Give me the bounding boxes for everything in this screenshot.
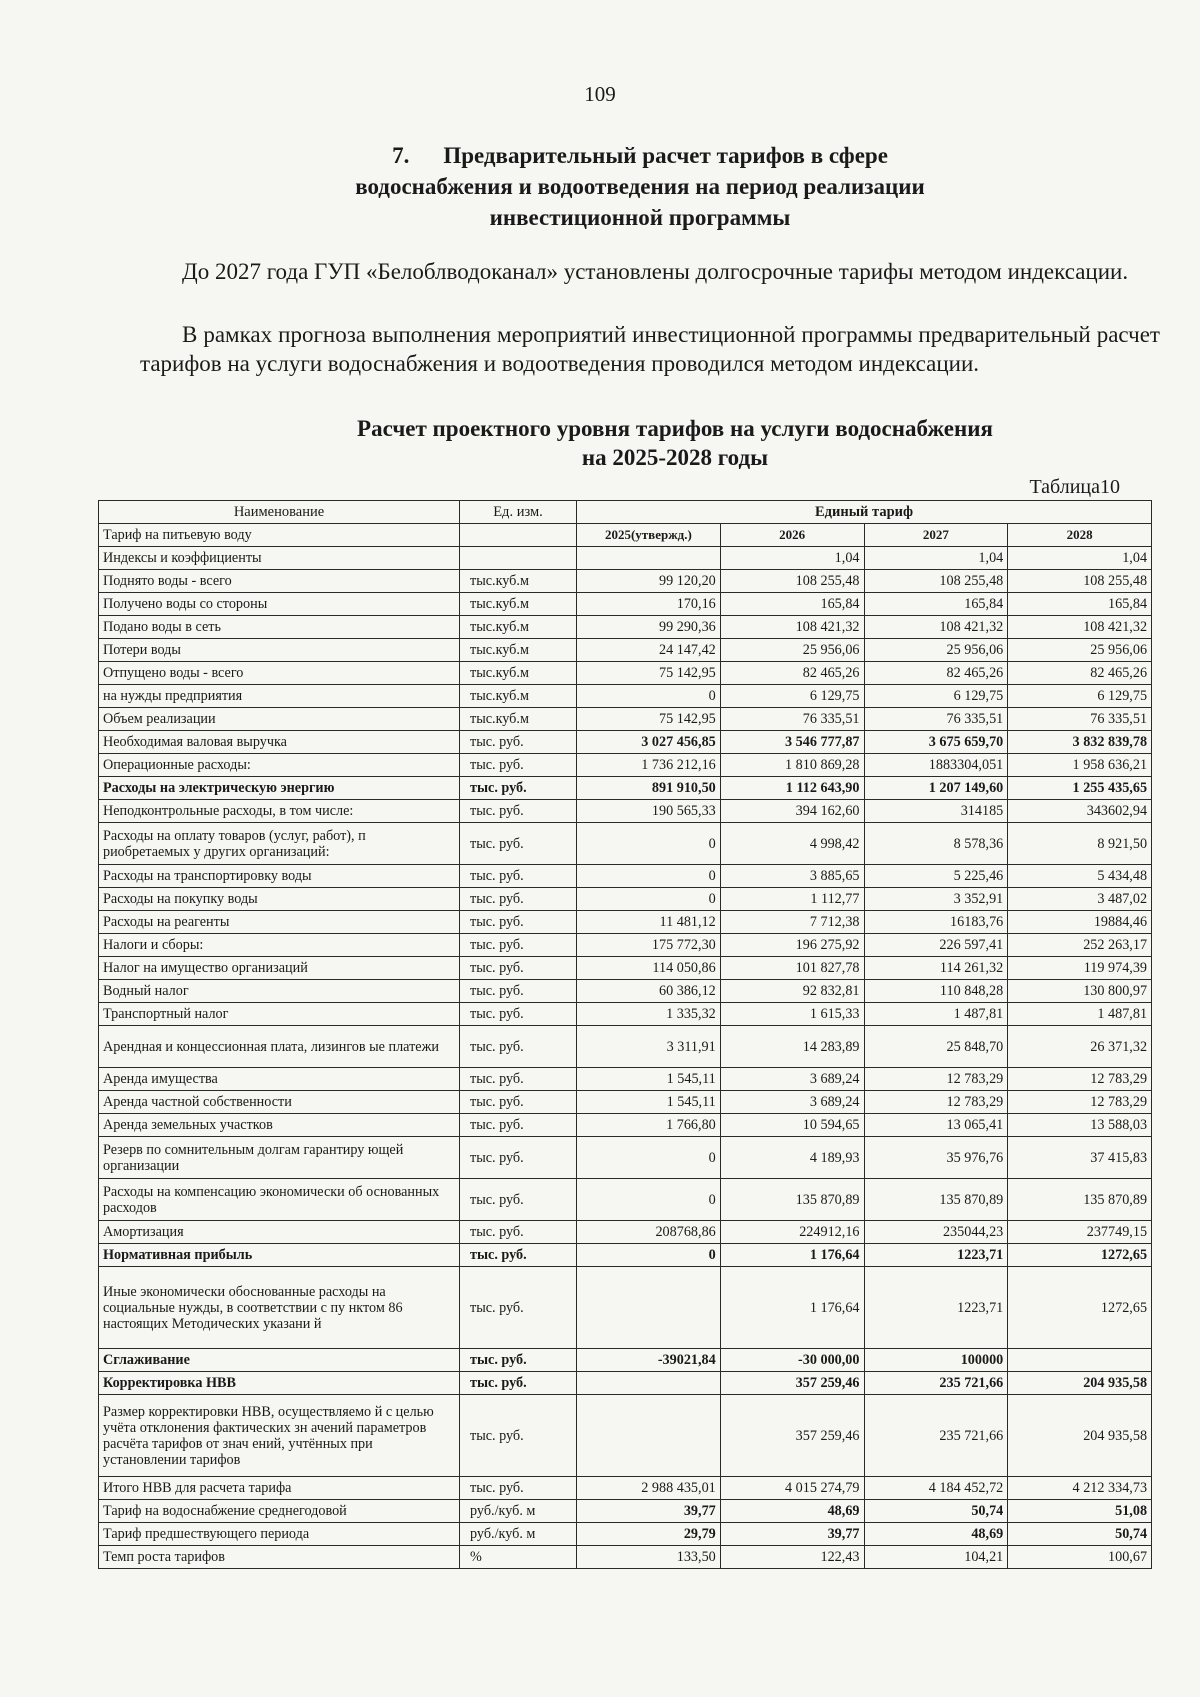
row-value: 4 212 334,73 [1008, 1477, 1152, 1500]
row-unit: тыс. руб. [460, 754, 577, 777]
row-value: 165,84 [864, 593, 1008, 616]
row-value: 170,16 [577, 593, 721, 616]
table-row [99, 754, 1152, 777]
row-value: 3 885,65 [720, 865, 864, 888]
row-value: 10 594,65 [720, 1114, 864, 1137]
row-value: 76 335,51 [864, 708, 1008, 731]
row-value: 0 [577, 823, 721, 865]
row-name: Расходы на оплату товаров (услуг, работ), п риобретаемых у других организаций: [99, 823, 460, 865]
row-unit: тыс.куб.м [460, 616, 577, 639]
row-name: Операционные расходы: [99, 754, 460, 777]
row-value: 35 976,76 [864, 1137, 1008, 1179]
row-unit: тыс.куб.м [460, 708, 577, 731]
row-value: 1 958 636,21 [1008, 754, 1152, 777]
table-row [99, 911, 1152, 934]
row-value: 11 481,12 [577, 911, 721, 934]
row-value: 13 588,03 [1008, 1114, 1152, 1137]
row-unit: тыс. руб. [460, 1477, 577, 1500]
row-unit: тыс. руб. [460, 1137, 577, 1179]
row-unit: тыс. руб. [460, 1179, 577, 1221]
row-value: 76 335,51 [1008, 708, 1152, 731]
row-name: Арендная и концессионная плата, лизингов ые платежи [99, 1026, 460, 1068]
table-row [99, 1477, 1152, 1500]
row-name: Нормативная прибыль [99, 1244, 460, 1267]
row-value: 4 184 452,72 [864, 1477, 1008, 1500]
table-row [99, 1523, 1152, 1546]
row-unit: тыс.куб.м [460, 570, 577, 593]
row-value: 196 275,92 [720, 934, 864, 957]
row-value: 25 848,70 [864, 1026, 1008, 1068]
row-value: 343602,94 [1008, 800, 1152, 823]
year-header: 2026 [720, 524, 864, 547]
year-header: 2025(утвержд.) [577, 524, 721, 547]
row-value: 0 [577, 1244, 721, 1267]
row-value: 75 142,95 [577, 662, 721, 685]
row-value: 0 [577, 865, 721, 888]
paragraph-tariffs-intro: До 2027 года ГУП «Белоблводоканал» установлены долгосрочные тарифы методом индексации. [182, 259, 1129, 284]
table-row [99, 662, 1152, 685]
row-value: 108 421,32 [1008, 616, 1152, 639]
row-name: Налог на имущество организаций [99, 957, 460, 980]
row-unit: тыс.куб.м [460, 639, 577, 662]
row-value: 76 335,51 [720, 708, 864, 731]
row-value: 3 675 659,70 [864, 731, 1008, 754]
row-value: 204 935,58 [1008, 1395, 1152, 1477]
row-name: Аренда частной собственности [99, 1091, 460, 1114]
row-value: 0 [577, 1137, 721, 1179]
row-value: 135 870,89 [864, 1179, 1008, 1221]
page-number: 109 [584, 82, 616, 106]
row-value: 1 335,32 [577, 1003, 721, 1026]
row-unit: тыс. руб. [460, 1267, 577, 1349]
table-row [99, 1003, 1152, 1026]
row-value: 1 207 149,60 [864, 777, 1008, 800]
row-value: 7 712,38 [720, 911, 864, 934]
row-value: 135 870,89 [720, 1179, 864, 1221]
row-value [577, 547, 721, 570]
row-unit: тыс. руб. [460, 800, 577, 823]
header-name: Наименование [99, 501, 460, 524]
row-value: 190 565,33 [577, 800, 721, 823]
row-value: 8 578,36 [864, 823, 1008, 865]
row-unit: руб./куб. м [460, 1523, 577, 1546]
row-value: 12 783,29 [864, 1068, 1008, 1091]
table-row [99, 777, 1152, 800]
section-heading [260, 140, 1020, 233]
row-value: 29,79 [577, 1523, 721, 1546]
row-value: 4 998,42 [720, 823, 864, 865]
table-row [99, 934, 1152, 957]
year-header: 2028 [1008, 524, 1152, 547]
row-value: 13 065,41 [864, 1114, 1008, 1137]
row-value: 1 487,81 [864, 1003, 1008, 1026]
row-unit: тыс. руб. [460, 777, 577, 800]
row-unit: тыс. руб. [460, 1026, 577, 1068]
row-unit: тыс.куб.м [460, 662, 577, 685]
row-value: 235 721,66 [864, 1372, 1008, 1395]
section-heading-line-3: инвестиционной программы [489, 205, 791, 230]
row-value: 1223,71 [864, 1267, 1008, 1349]
year-header: 2027 [864, 524, 1008, 547]
row-value: 100,67 [1008, 1546, 1152, 1569]
row-name: Иные экономически обоснованные расходы на социальные нужды, в соответствии с пу нктом 86 настоящих Методических указани й [99, 1267, 460, 1349]
row-value: 39,77 [720, 1523, 864, 1546]
table-header-row [99, 501, 1152, 524]
row-value: 51,08 [1008, 1500, 1152, 1523]
row-value [577, 1267, 721, 1349]
table-row [99, 1068, 1152, 1091]
table-row [99, 823, 1152, 865]
table-row [99, 547, 1152, 570]
row-value: 3 487,02 [1008, 888, 1152, 911]
row-value: 175 772,30 [577, 934, 721, 957]
row-value: 165,84 [1008, 593, 1152, 616]
row-value: 16183,76 [864, 911, 1008, 934]
row-value: 3 689,24 [720, 1068, 864, 1091]
section-heading-line-1: 7. Предварительный расчет тарифов в сфере [392, 143, 888, 168]
paragraph-forecast: В рамках прогноза выполнения мероприятий инвестиционной программы предварительный расчет тарифов на услуги водоснабжения и водоотведения проводился методом индексации. [140, 322, 1160, 376]
row-value: 82 465,26 [1008, 662, 1152, 685]
row-value: 235 721,66 [864, 1395, 1008, 1477]
row-value: 19884,46 [1008, 911, 1152, 934]
row-value: 12 783,29 [1008, 1091, 1152, 1114]
row-value: 60 386,12 [577, 980, 721, 1003]
tariff-table [98, 500, 1152, 1569]
row-value: 891 910,50 [577, 777, 721, 800]
row-name: Расходы на компенсацию экономически об основанных расходов [99, 1179, 460, 1221]
row-value: 108 255,48 [720, 570, 864, 593]
row-name: Расходы на электрическую энергию [99, 777, 460, 800]
row-value: 82 465,26 [720, 662, 864, 685]
row-value: 204 935,58 [1008, 1372, 1152, 1395]
row-value: 122,43 [720, 1546, 864, 1569]
section-heading-line-2: водоснабжения и водоотведения на период реализации [355, 174, 925, 199]
row-unit: тыс. руб. [460, 1221, 577, 1244]
row-name: Транспортный налог [99, 1003, 460, 1026]
row-value: 82 465,26 [864, 662, 1008, 685]
row-value: 75 142,95 [577, 708, 721, 731]
row-value: 0 [577, 685, 721, 708]
row-value: 1 766,80 [577, 1114, 721, 1137]
row-value: 1 112 643,90 [720, 777, 864, 800]
table-row [99, 1244, 1152, 1267]
row-name: Расходы на транспортировку воды [99, 865, 460, 888]
row-name: Тариф предшествующего периода [99, 1523, 460, 1546]
row-name: Аренда земельных участков [99, 1114, 460, 1137]
table-row [99, 708, 1152, 731]
table-row [99, 1091, 1152, 1114]
row-value: 226 597,41 [864, 934, 1008, 957]
row-unit: тыс. руб. [460, 1114, 577, 1137]
row-name: Потери воды [99, 639, 460, 662]
row-value: 1,04 [720, 547, 864, 570]
row-value: 3 689,24 [720, 1091, 864, 1114]
table-label: Таблица10 [1029, 476, 1120, 498]
row-value: 39,77 [577, 1500, 721, 1523]
row-unit: тыс. руб. [460, 1244, 577, 1267]
row-value: 1 487,81 [1008, 1003, 1152, 1026]
table-row [99, 1395, 1152, 1477]
row-value: 165,84 [720, 593, 864, 616]
row-value: 48,69 [720, 1500, 864, 1523]
row-value: 208768,86 [577, 1221, 721, 1244]
table-row [99, 685, 1152, 708]
row-value: 1 176,64 [720, 1267, 864, 1349]
table-row [99, 980, 1152, 1003]
row-name: Необходимая валовая выручка [99, 731, 460, 754]
table-row [99, 1267, 1152, 1349]
table-row [99, 570, 1152, 593]
row-value: 1272,65 [1008, 1267, 1152, 1349]
row-value: 8 921,50 [1008, 823, 1152, 865]
row-unit: тыс. руб. [460, 1372, 577, 1395]
row-name: Отпущено воды - всего [99, 662, 460, 685]
table-row [99, 957, 1152, 980]
row-value: 1 615,33 [720, 1003, 864, 1026]
row-value: 394 162,60 [720, 800, 864, 823]
row-value: 101 827,78 [720, 957, 864, 980]
table-row [99, 1372, 1152, 1395]
row-value: 1 736 212,16 [577, 754, 721, 777]
row-value: 1,04 [1008, 547, 1152, 570]
table-row [99, 1546, 1152, 1569]
table-row [99, 865, 1152, 888]
row-value: 12 783,29 [1008, 1068, 1152, 1091]
row-value: 108 255,48 [1008, 570, 1152, 593]
row-value: 100000 [864, 1349, 1008, 1372]
row-value: 1 112,77 [720, 888, 864, 911]
row-value: 25 956,06 [864, 639, 1008, 662]
row-value: 5 225,46 [864, 865, 1008, 888]
row-value: 3 311,91 [577, 1026, 721, 1068]
row-name: Тариф на водоснабжение среднегодовой [99, 1500, 460, 1523]
header-unit: Ед. изм. [460, 501, 577, 524]
row-value: 6 129,75 [720, 685, 864, 708]
row-value: 1 255 435,65 [1008, 777, 1152, 800]
table-row [99, 1137, 1152, 1179]
row-value: 114 261,32 [864, 957, 1008, 980]
row-unit: тыс. руб. [460, 1349, 577, 1372]
row-value: 237749,15 [1008, 1221, 1152, 1244]
row-value: 110 848,28 [864, 980, 1008, 1003]
row-name: Резерв по сомнительным долгам гарантиру ющей организации [99, 1137, 460, 1179]
row-name: Амортизация [99, 1221, 460, 1244]
row-unit: тыс. руб. [460, 980, 577, 1003]
row-value: 1272,65 [1008, 1244, 1152, 1267]
row-value: 26 371,32 [1008, 1026, 1152, 1068]
row-value: 235044,23 [864, 1221, 1008, 1244]
row-value: 12 783,29 [864, 1091, 1008, 1114]
row-unit [460, 547, 577, 570]
row-name: Объем реализации [99, 708, 460, 731]
row-name: на нужды предприятия [99, 685, 460, 708]
row-value: 48,69 [864, 1523, 1008, 1546]
row-value: 224912,16 [720, 1221, 864, 1244]
row-value: 50,74 [1008, 1523, 1152, 1546]
row-name: Поднято воды - всего [99, 570, 460, 593]
row-value: 1883304,051 [864, 754, 1008, 777]
subheader-unit [460, 524, 577, 547]
row-unit: тыс. руб. [460, 934, 577, 957]
subheader-name: Тариф на питьевую воду [99, 524, 460, 547]
row-name: Размер корректировки НВВ, осуществляемо й с целью учёта отклонения фактических зн ачений параметров расчёта тарифов от знач ений, учтённых при установлении тарифов [99, 1395, 460, 1477]
row-name: Получено воды со стороны [99, 593, 460, 616]
row-value: 5 434,48 [1008, 865, 1152, 888]
row-value: 6 129,75 [1008, 685, 1152, 708]
row-value [577, 1395, 721, 1477]
row-value: 25 956,06 [720, 639, 864, 662]
section-number: 7. [392, 143, 410, 168]
row-value: 24 147,42 [577, 639, 721, 662]
row-value: 3 352,91 [864, 888, 1008, 911]
row-unit: руб./куб. м [460, 1500, 577, 1523]
row-value: 25 956,06 [1008, 639, 1152, 662]
row-value: 92 832,81 [720, 980, 864, 1003]
table-row [99, 1221, 1152, 1244]
row-value: 4 189,93 [720, 1137, 864, 1179]
row-name: Расходы на реагенты [99, 911, 460, 934]
row-value: 99 290,36 [577, 616, 721, 639]
row-unit: тыс. руб. [460, 731, 577, 754]
row-value [1008, 1349, 1152, 1372]
table-subheader-row [99, 524, 1152, 547]
row-value: 130 800,97 [1008, 980, 1152, 1003]
row-unit: тыс. руб. [460, 957, 577, 980]
row-value [577, 1372, 721, 1395]
row-value: 357 259,46 [720, 1395, 864, 1477]
row-unit: тыс. руб. [460, 823, 577, 865]
table-row [99, 888, 1152, 911]
row-value: 0 [577, 888, 721, 911]
row-value: -30 000,00 [720, 1349, 864, 1372]
table-row [99, 1114, 1152, 1137]
row-value: 108 421,32 [720, 616, 864, 639]
row-value: 1 545,11 [577, 1091, 721, 1114]
row-value: 119 974,39 [1008, 957, 1152, 980]
row-value: 0 [577, 1179, 721, 1221]
row-name: Неподконтрольные расходы, в том числе: [99, 800, 460, 823]
row-value: 357 259,46 [720, 1372, 864, 1395]
table-title: Расчет проектного уровня тарифов на услуги водоснабжения на 2025-2028 годы [357, 416, 993, 470]
row-value: 99 120,20 [577, 570, 721, 593]
row-value: 50,74 [864, 1500, 1008, 1523]
row-name: Водный налог [99, 980, 460, 1003]
table-row [99, 731, 1152, 754]
row-value: 2 988 435,01 [577, 1477, 721, 1500]
row-value: 1223,71 [864, 1244, 1008, 1267]
row-unit: тыс. руб. [460, 865, 577, 888]
row-value: 135 870,89 [1008, 1179, 1152, 1221]
row-value: 37 415,83 [1008, 1137, 1152, 1179]
row-value: 104,21 [864, 1546, 1008, 1569]
row-unit: тыс. руб. [460, 911, 577, 934]
table-row [99, 1349, 1152, 1372]
row-value: 1 545,11 [577, 1068, 721, 1091]
row-unit: тыс. руб. [460, 888, 577, 911]
row-value: 133,50 [577, 1546, 721, 1569]
row-name: Сглаживание [99, 1349, 460, 1372]
table-row [99, 593, 1152, 616]
row-unit: тыс. руб. [460, 1003, 577, 1026]
row-name: Расходы на покупку воды [99, 888, 460, 911]
row-name: Темп роста тарифов [99, 1546, 460, 1569]
row-unit: тыс.куб.м [460, 685, 577, 708]
table-row [99, 800, 1152, 823]
row-value: 114 050,86 [577, 957, 721, 980]
table-row [99, 1026, 1152, 1068]
row-name: Аренда имущества [99, 1068, 460, 1091]
row-name: Налоги и сборы: [99, 934, 460, 957]
table-row [99, 1179, 1152, 1221]
row-value: 1 176,64 [720, 1244, 864, 1267]
row-unit: тыс. руб. [460, 1091, 577, 1114]
row-value: 1 810 869,28 [720, 754, 864, 777]
row-unit: % [460, 1546, 577, 1569]
row-name: Индексы и коэффициенты [99, 547, 460, 570]
row-value: 6 129,75 [864, 685, 1008, 708]
row-value: 314185 [864, 800, 1008, 823]
row-value: 252 263,17 [1008, 934, 1152, 957]
table-row [99, 616, 1152, 639]
table-row [99, 639, 1152, 662]
row-value: 108 421,32 [864, 616, 1008, 639]
row-unit: тыс. руб. [460, 1068, 577, 1091]
row-unit: тыс. руб. [460, 1395, 577, 1477]
row-value: 3 027 456,85 [577, 731, 721, 754]
header-group: Единый тариф [577, 501, 1152, 524]
row-value: 3 546 777,87 [720, 731, 864, 754]
row-name: Подано воды в сеть [99, 616, 460, 639]
row-value: 4 015 274,79 [720, 1477, 864, 1500]
row-value: 3 832 839,78 [1008, 731, 1152, 754]
table-row [99, 1500, 1152, 1523]
row-value: 14 283,89 [720, 1026, 864, 1068]
row-unit: тыс.куб.м [460, 593, 577, 616]
row-name: Итого НВВ для расчета тарифа [99, 1477, 460, 1500]
row-value: -39021,84 [577, 1349, 721, 1372]
row-value: 1,04 [864, 547, 1008, 570]
row-name: Корректировка НВВ [99, 1372, 460, 1395]
row-value: 108 255,48 [864, 570, 1008, 593]
